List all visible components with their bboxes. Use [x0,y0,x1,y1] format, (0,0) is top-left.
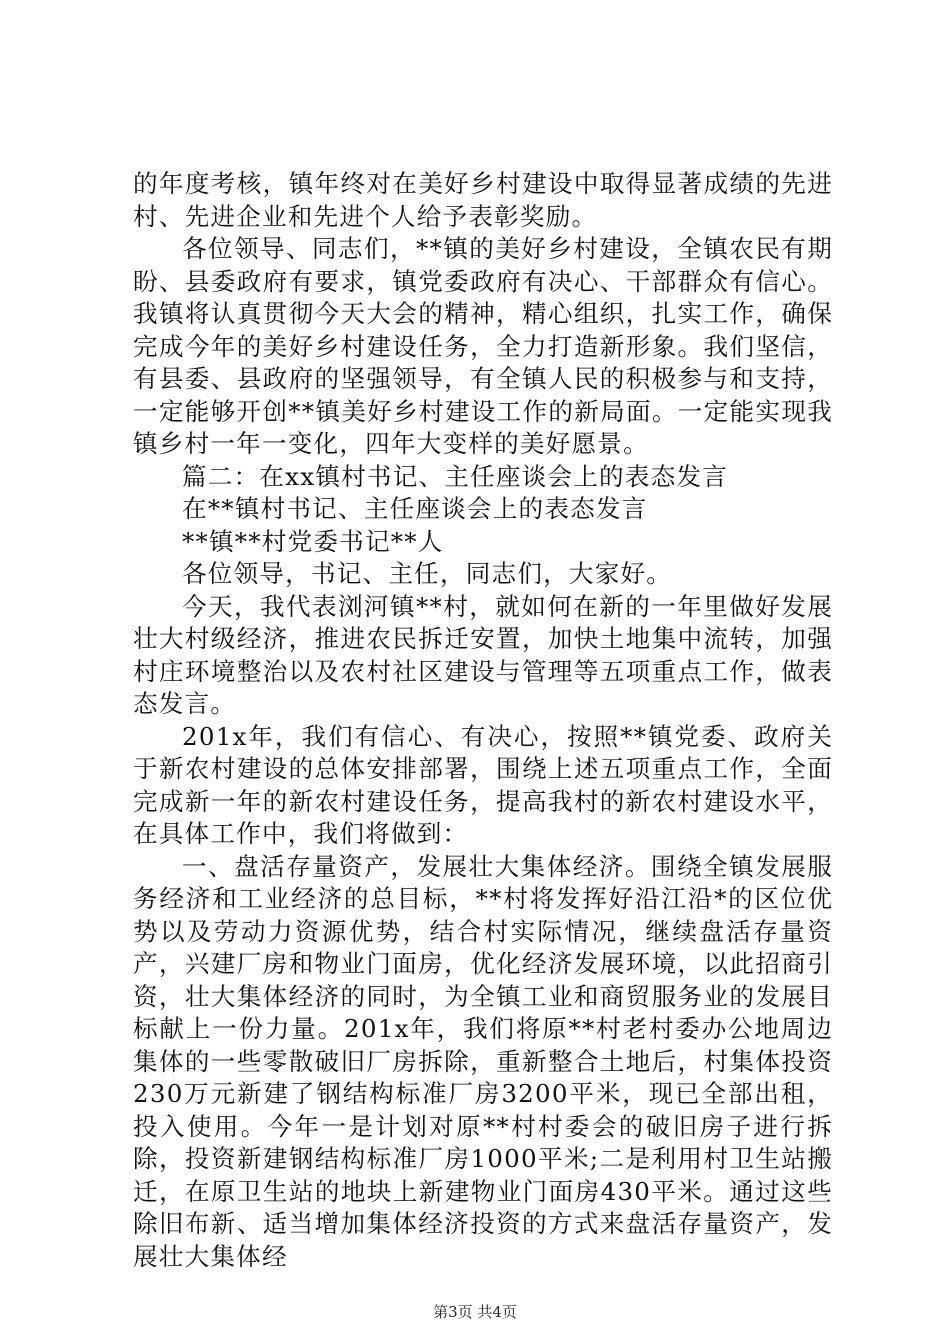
section-heading: 篇二：在xx镇村书记、主任座谈会上的表态发言 [182,461,729,491]
paragraph-closing-remarks: 各位领导、同志们，**镇的美好乡村建设，全镇农民有期盼、县委政府有要求，镇党委政府有决心、干部群众有信心。我镇将认真贯彻今天大会的精神，精心组织，扎实工作，确保完成今年的美好乡村建设任务，全力打造新形象。我们坚信，有县委、县政府的坚强领导，有全镇人民的积极参与和支持，一定能够开创**镇美好乡村建设工作的新局面。一定能实现我镇乡村一年一变化，四年大变样的美好愿景。 [133,234,833,458]
paragraph-introduction: 今天，我代表浏河镇**村，就如何在新的一年里做好发展壮大村级经济，推进农民拆迁安置，加快土地集中流转，加强村庄环境整治以及农村社区建设与管理等五项重点工作，做表态发言。 [133,591,833,718]
page-number-footer: 第3页 共4页 [433,1303,517,1321]
greeting-line: 各位领导，书记、主任，同志们，大家好。 [182,559,673,588]
paragraph-commitment: 201x年，我们有信心、有决心，按照**镇党委、政府关于新农村建设的总体安排部署，围绕上述五项重点工作，全面完成新一年的新农村建设任务，提高我村的新农村建设水平，在具体工作中，我们将做到： [133,721,833,848]
document-body [133,168,833,1273]
paragraph-point-one: 一、盘活存量资产，发展壮大集体经济。围绕全镇发展服务经济和工业经济的总目标，**村将发挥好沿江沿*的区位优势以及劳动力资源优势，结合村实际情况，继续盘活存量资产，兴建厂房和物业门面房，优化经济发展环境，以此招商引资，壮大集体经济的同时，为全镇工业和商贸服务业的发展目标献上一份力量。201x年，我们将原**村老村委办公地周边集体的一些零散破旧厂房拆除，重新整合土地后，村集体投资230万元新建了钢结构标准厂房3200平米，现已全部出租，投入使用。今年一是计划对原**村村委会的破旧房子进行拆除，投资新建钢结构标准厂房1000平米;二是利用村卫生站搬迁，在原卫生站的地块上新建物业门面房430平米。通过这些除旧布新、适当增加集体经济投资的方式来盘活存量资产，发展壮大集体经 [133,851,833,1271]
speaker-line: **镇**村党委书记**人 [182,526,444,556]
paragraph-continuation: 的年度考核，镇年终对在美好乡村建设中取得显著成绩的先进村、先进企业和先进个人给予表彰奖励。 [133,169,833,231]
speech-title: 在**镇村书记、主任座谈会上的表态发言 [182,494,648,523]
